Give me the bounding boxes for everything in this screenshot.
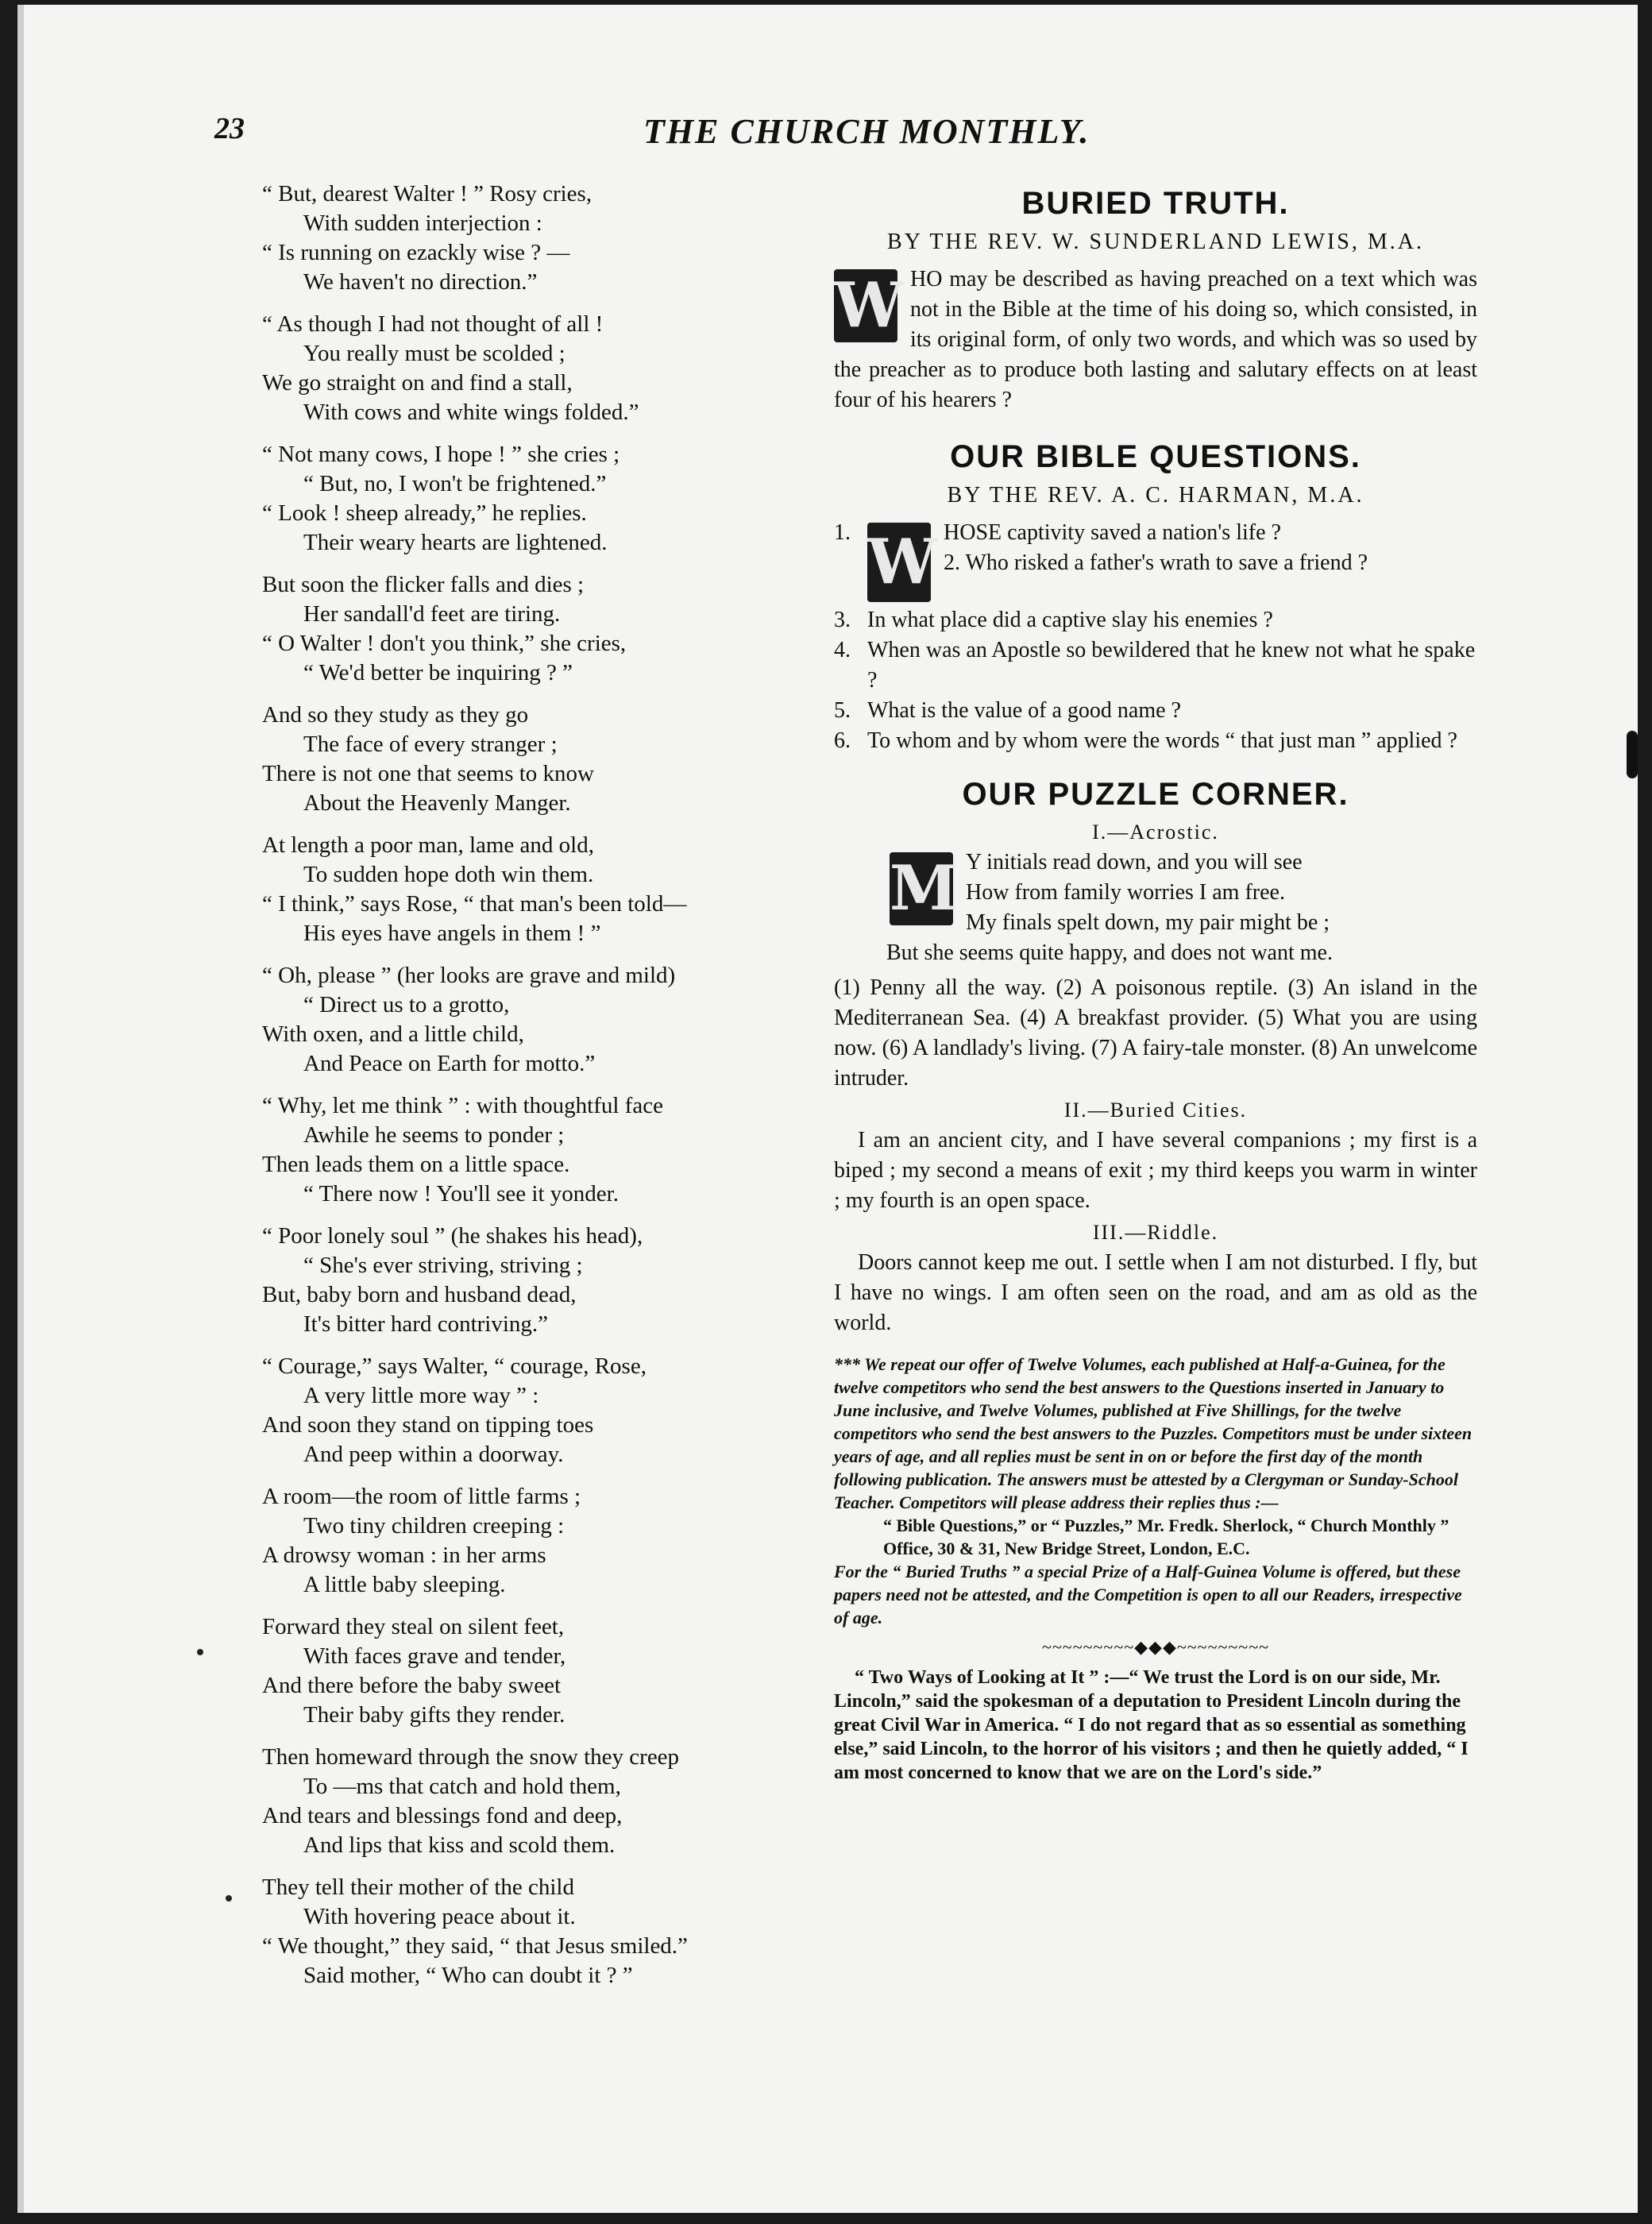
notice-prize: For the “ Buried Truths ” a special Prize of a Half-Guinea Volume is offered, but these papers need not be attested, and the Competition is open to all our Readers, irrespective of age. bbox=[834, 1562, 1462, 1627]
dropcap-w: W bbox=[834, 269, 904, 342]
poem-line: With cows and white wings folded.” bbox=[303, 400, 639, 425]
poem-line: “ Not many cows, I hope ! ” she cries ; bbox=[262, 442, 620, 467]
poem-stanza bbox=[262, 310, 786, 427]
question-item bbox=[834, 518, 1477, 605]
poem-stanza bbox=[262, 831, 786, 948]
poem-line: A very little more way ” : bbox=[303, 1383, 539, 1408]
dropcap-m: M bbox=[890, 852, 959, 925]
question-number: 6. bbox=[834, 728, 851, 753]
question-number: 4. bbox=[834, 638, 851, 662]
notice-text: *** We repeat our offer of Twelve Volumes, each published at Half-a-Guinea, for the twelve competitors who send the best answers to the Questions inserted in January to June inclusive, and Twelve Volumes, published at Five Shillings, for the twelve competitors who send the best answers to the Puzzles. Competitors must be under sixteen years of age, and all replies must be sent in on or before the first day of the month following publication. The answers must be attested by a Clergyman or Sunday-School Teacher. Competitors will please address their replies thus :— bbox=[834, 1354, 1473, 1512]
binding-mark bbox=[1627, 731, 1638, 778]
poem-line: “ Look ! sheep already,” he replies. bbox=[262, 500, 587, 526]
question-item bbox=[834, 726, 1477, 756]
poem-stanza bbox=[262, 180, 786, 297]
poem-line: Her sandall'd feet are tiring. bbox=[303, 601, 561, 627]
acrostic-verse bbox=[834, 848, 1477, 968]
ornamental-divider: ~~~~~~~~~◆◆◆~~~~~~~~~ bbox=[1042, 1637, 1269, 1657]
poem-stanza bbox=[262, 1612, 786, 1730]
poem-stanza bbox=[262, 1222, 786, 1339]
poem-line: There is not one that seems to know bbox=[262, 761, 594, 786]
bible-questions-byline: BY THE REV. A. C. HARMAN, M.A. bbox=[947, 483, 1364, 508]
poem-line: The face of every stranger ; bbox=[303, 732, 558, 757]
poem-stanza bbox=[262, 1482, 786, 1600]
question-number: 2. bbox=[944, 550, 960, 575]
poem-line: But, baby born and husband dead, bbox=[262, 1282, 577, 1307]
poem-line: “ As though I had not thought of all ! bbox=[262, 311, 604, 337]
riddle-text: Doors cannot keep me out. I settle when I am not disturbed. I fly, but I have no wings. I am often seen on the road, and am as old as the world. bbox=[834, 1250, 1477, 1335]
poem-line: It's bitter hard contriving.” bbox=[303, 1311, 549, 1337]
buried-truth-body: HO may be described as having preached on a text which was not in the Bible at the time of his doing so, which consisted, in its original form, of only two words, and which was so used by the preacher as to produce both lasting and salutary effects on at least four of his hearers ? bbox=[834, 267, 1477, 412]
poem-line: We go straight on and find a stall, bbox=[262, 370, 573, 396]
poem-line: And soon they stand on tipping toes bbox=[262, 1412, 594, 1438]
question-item bbox=[834, 635, 1477, 696]
poem-line: “ Poor lonely soul ” (he shakes his head), bbox=[262, 1223, 643, 1249]
poem-line: Their weary hearts are lightened. bbox=[303, 530, 608, 555]
margin-speck bbox=[226, 1895, 232, 1902]
poem-line: With oxen, and a little child, bbox=[262, 1021, 524, 1047]
poem-stanza bbox=[262, 961, 786, 1079]
acrostic-heading: I.—Acrostic. bbox=[1092, 820, 1219, 844]
bible-questions-list bbox=[834, 518, 1477, 756]
buried-cities-text: I am an ancient city, and I have several companions ; my first is a biped ; my second a means of exit ; my third keeps you warm in winter ; my fourth is an open space. bbox=[834, 1128, 1477, 1213]
right-column bbox=[834, 180, 1477, 1785]
question-number: 1. bbox=[834, 520, 851, 545]
poem-line: A little baby sleeping. bbox=[303, 1572, 506, 1597]
poem-line: A drowsy woman : in her arms bbox=[262, 1543, 546, 1568]
poem-line: “ Oh, please ” (her looks are grave and mild) bbox=[262, 963, 676, 988]
question-text: Who risked a father's wrath to save a friend ? bbox=[965, 550, 1368, 575]
poem-line: “ I think,” says Rose, “ that man's been told— bbox=[262, 891, 687, 917]
poem-stanza bbox=[262, 1352, 786, 1469]
page-bottom-edge bbox=[0, 2213, 1652, 2224]
poem-stanza bbox=[262, 440, 786, 558]
buried-truth-title: BURIED TRUTH. bbox=[1021, 186, 1290, 221]
notice-address: “ Bible Questions,” or “ Puzzles,” Mr. Fredk. Sherlock, “ Church Monthly ” Office, 30 & 31, New Bridge Street, London, E.C. bbox=[883, 1515, 1449, 1558]
poem-line: “ Is running on ezackly wise ? — bbox=[262, 240, 570, 265]
poem-stanza bbox=[262, 701, 786, 818]
poem-line: Their baby gifts they render. bbox=[303, 1702, 565, 1728]
poem-line: To sudden hope doth win them. bbox=[303, 862, 594, 887]
poem-line: But soon the flicker falls and dies ; bbox=[262, 572, 585, 597]
poem-line: And lips that kiss and scold them. bbox=[303, 1832, 616, 1858]
poem-line: Said mother, “ Who can doubt it ? ” bbox=[303, 1963, 633, 1988]
poem-line: Two tiny children creeping : bbox=[303, 1513, 565, 1539]
question-text: HOSE captivity saved a nation's life ? bbox=[944, 520, 1281, 545]
acrostic-clues: (1) Penny all the way. (2) A poisonous reptile. (3) An island in the Mediterranean Sea. (4) A breakfast provider. (5) What you are using now. (6) A landlady's living. (7) A fairy-tale monster. (8) An unwelcome intruder. bbox=[834, 975, 1477, 1091]
poem-line: And tears and blessings fond and deep, bbox=[262, 1803, 623, 1828]
question-item bbox=[867, 548, 1477, 578]
question-text: What is the value of a good name ? bbox=[867, 698, 1181, 723]
poem-line: His eyes have angels in them ! ” bbox=[303, 921, 601, 946]
poem-line: And so they study as they go bbox=[262, 702, 529, 728]
page-number: 23 bbox=[214, 112, 245, 145]
acrostic-line: How from family worries I am free. bbox=[966, 880, 1285, 905]
poem-line: They tell their mother of the child bbox=[262, 1875, 574, 1900]
buried-truth-byline: BY THE REV. W. SUNDERLAND LEWIS, M.A. bbox=[887, 230, 1424, 254]
acrostic-line: My finals spelt down, my pair might be ; bbox=[966, 910, 1330, 935]
buried-cities-heading: II.—Buried Cities. bbox=[1063, 1098, 1248, 1122]
poem-stanza bbox=[262, 570, 786, 688]
poem-line: To —ms that catch and hold them, bbox=[303, 1774, 621, 1799]
question-text: In what place did a captive slay his enemies ? bbox=[867, 608, 1273, 632]
competition-notice bbox=[834, 1353, 1477, 1629]
lincoln-anecdote: “ Two Ways of Looking at It ” :—“ We trust the Lord is on our side, Mr. Lincoln,” said the spokesman of a deputation to President Lincoln during the great Civil War in America. “ I do not regard that as so essential as something else,” said Lincoln, to the horror of his visitors ; and then he quietly added, “ I am most concerned to know that we are on the Lord's side.” bbox=[834, 1667, 1469, 1783]
poem-line: Then homeward through the snow they creep bbox=[262, 1744, 680, 1770]
riddle-heading: III.—Riddle. bbox=[1092, 1221, 1219, 1244]
poem-stanza bbox=[262, 1091, 786, 1209]
acrostic-line: Y initials read down, and you will see bbox=[966, 850, 1303, 875]
question-item bbox=[834, 605, 1477, 635]
poem-stanza bbox=[262, 1743, 786, 1860]
poem-line: At length a poor man, lame and old, bbox=[262, 832, 594, 858]
dropcap-w: W bbox=[867, 523, 931, 602]
poem-line: We haven't no direction.” bbox=[303, 269, 538, 295]
question-item bbox=[834, 696, 1477, 726]
poem-line: And Peace on Earth for motto.” bbox=[303, 1051, 596, 1076]
poem-line: “ But, no, I won't be frightened.” bbox=[303, 471, 607, 496]
margin-speck bbox=[197, 1649, 203, 1655]
puzzle-corner-title: OUR PUZZLE CORNER. bbox=[962, 777, 1349, 812]
poem-line: And peep within a doorway. bbox=[303, 1442, 564, 1467]
poem-line: “ But, dearest Walter ! ” Rosy cries, bbox=[262, 181, 592, 207]
poem-line: With faces grave and tender, bbox=[303, 1643, 566, 1669]
buried-truth-text bbox=[834, 264, 1477, 415]
question-number: 3. bbox=[834, 608, 851, 632]
poem-line: “ Courage,” says Walter, “ courage, Rose, bbox=[262, 1353, 647, 1379]
poem-stanza bbox=[262, 1873, 786, 1990]
poem-line: A room—the room of little farms ; bbox=[262, 1484, 581, 1509]
poem-line: “ We'd better be inquiring ? ” bbox=[303, 660, 573, 685]
poem-line: Then leads them on a little space. bbox=[262, 1152, 570, 1177]
poem-line: And there before the baby sweet bbox=[262, 1673, 562, 1698]
poem-line: About the Heavenly Manger. bbox=[303, 790, 571, 816]
question-number: 5. bbox=[834, 698, 851, 723]
question-text: To whom and by whom were the words “ that just man ” applied ? bbox=[867, 728, 1457, 753]
poem-line: “ We thought,” they said, “ that Jesus smiled.” bbox=[262, 1933, 688, 1959]
question-text: When was an Apostle so bewildered that he knew not what he spake ? bbox=[867, 638, 1476, 693]
bible-questions-title: OUR BIBLE QUESTIONS. bbox=[950, 439, 1361, 474]
running-title: THE CHURCH MONTHLY. bbox=[643, 112, 1090, 151]
acrostic-line: But she seems quite happy, and does not want me. bbox=[886, 940, 1333, 965]
poem-line: “ There now ! You'll see it yonder. bbox=[303, 1181, 619, 1207]
poem-line: “ She's ever striving, striving ; bbox=[303, 1253, 583, 1278]
poem-line: “ Why, let me think ” : with thoughtful face bbox=[262, 1093, 663, 1118]
page-gutter bbox=[17, 5, 24, 2224]
poem-line: Awhile he seems to ponder ; bbox=[303, 1122, 565, 1148]
poem-line: “ O Walter ! don't you think,” she cries, bbox=[262, 631, 627, 656]
poem-line: With hovering peace about it. bbox=[303, 1904, 576, 1929]
poem-column bbox=[262, 180, 786, 2003]
poem-line: You really must be scolded ; bbox=[303, 341, 565, 366]
poem-line: “ Direct us to a grotto, bbox=[303, 992, 510, 1017]
poem-line: Forward they steal on silent feet, bbox=[262, 1614, 565, 1639]
poem-line: With sudden interjection : bbox=[303, 210, 542, 236]
